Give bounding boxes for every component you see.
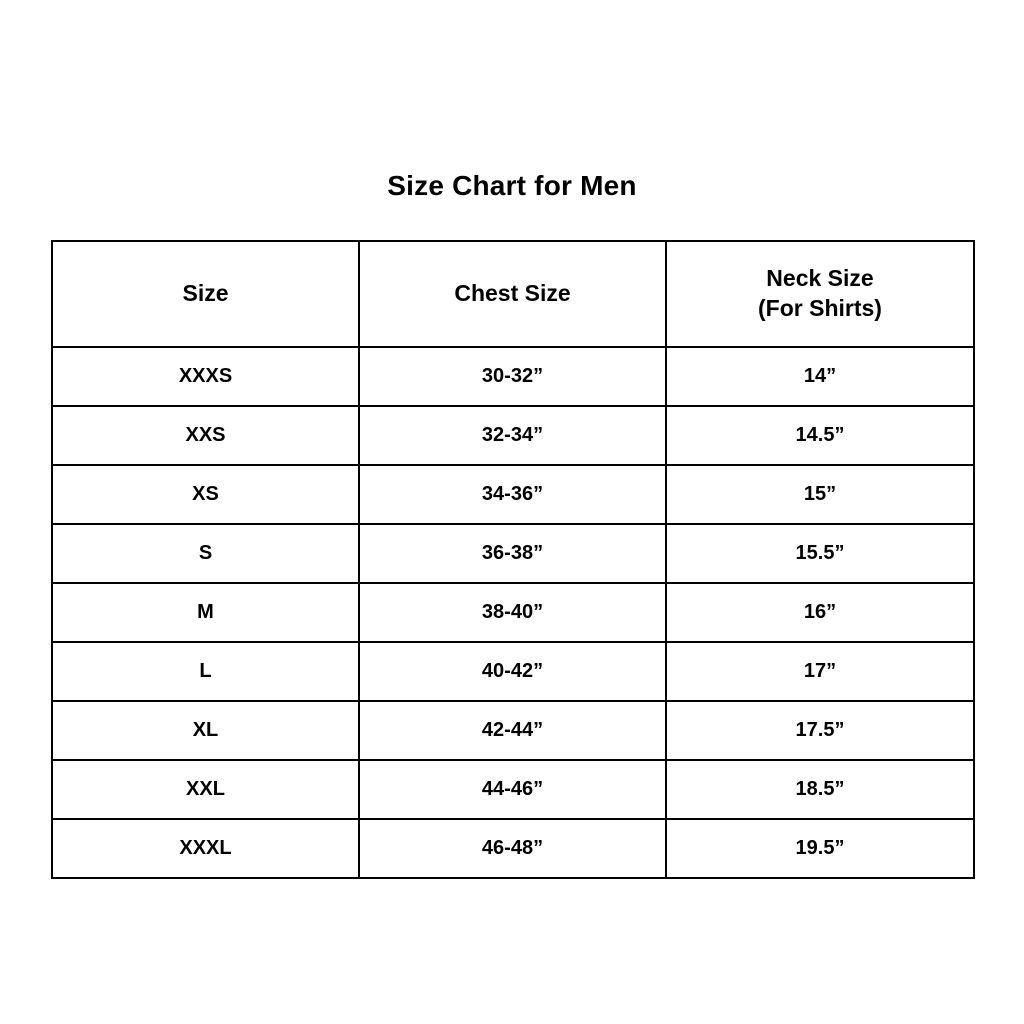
cell-neck: 17.5”: [666, 701, 974, 760]
table-row: [52, 465, 974, 524]
cell-neck: 14”: [666, 347, 974, 406]
table-row: [52, 701, 974, 760]
cell-chest: 38-40”: [359, 583, 666, 642]
table-body: [52, 347, 974, 878]
table-row: [52, 583, 974, 642]
cell-chest: 30-32”: [359, 347, 666, 406]
cell-neck: 18.5”: [666, 760, 974, 819]
cell-size: XXXS: [52, 347, 359, 406]
column-header-size-label: Size: [182, 280, 229, 307]
cell-size: S: [52, 524, 359, 583]
cell-neck: 16”: [666, 583, 974, 642]
table-row: [52, 642, 974, 701]
cell-neck: 17”: [666, 642, 974, 701]
table-row: [52, 760, 974, 819]
table-row: [52, 347, 974, 406]
cell-size: XL: [52, 701, 359, 760]
column-header-neck-sublabel: (For Shirts): [758, 295, 882, 321]
cell-chest: 32-34”: [359, 406, 666, 465]
size-chart-table: [51, 240, 975, 879]
cell-size: XS: [52, 465, 359, 524]
cell-neck: 15.5”: [666, 524, 974, 583]
cell-chest: 36-38”: [359, 524, 666, 583]
cell-size: L: [52, 642, 359, 701]
cell-neck: 19.5”: [666, 819, 974, 878]
page-title: Size Chart for Men: [387, 170, 637, 201]
cell-size: XXXL: [52, 819, 359, 878]
column-header-neck-label: Neck Size: [766, 265, 874, 292]
table-row: [52, 406, 974, 465]
cell-chest: 42-44”: [359, 701, 666, 760]
column-header-neck: [666, 241, 974, 347]
cell-chest: 46-48”: [359, 819, 666, 878]
cell-chest: 34-36”: [359, 465, 666, 524]
cell-size: M: [52, 583, 359, 642]
table-row: [52, 819, 974, 878]
cell-size: XXS: [52, 406, 359, 465]
cell-size: XXL: [52, 760, 359, 819]
table-header-row: [52, 241, 974, 347]
table-header: [52, 241, 974, 347]
column-header-chest-label: Chest Size: [454, 280, 571, 307]
column-header-chest: [359, 241, 666, 347]
cell-chest: 40-42”: [359, 642, 666, 701]
column-header-size: [52, 241, 359, 347]
cell-neck: 14.5”: [666, 406, 974, 465]
cell-neck: 15”: [666, 465, 974, 524]
table-row: [52, 524, 974, 583]
cell-chest: 44-46”: [359, 760, 666, 819]
